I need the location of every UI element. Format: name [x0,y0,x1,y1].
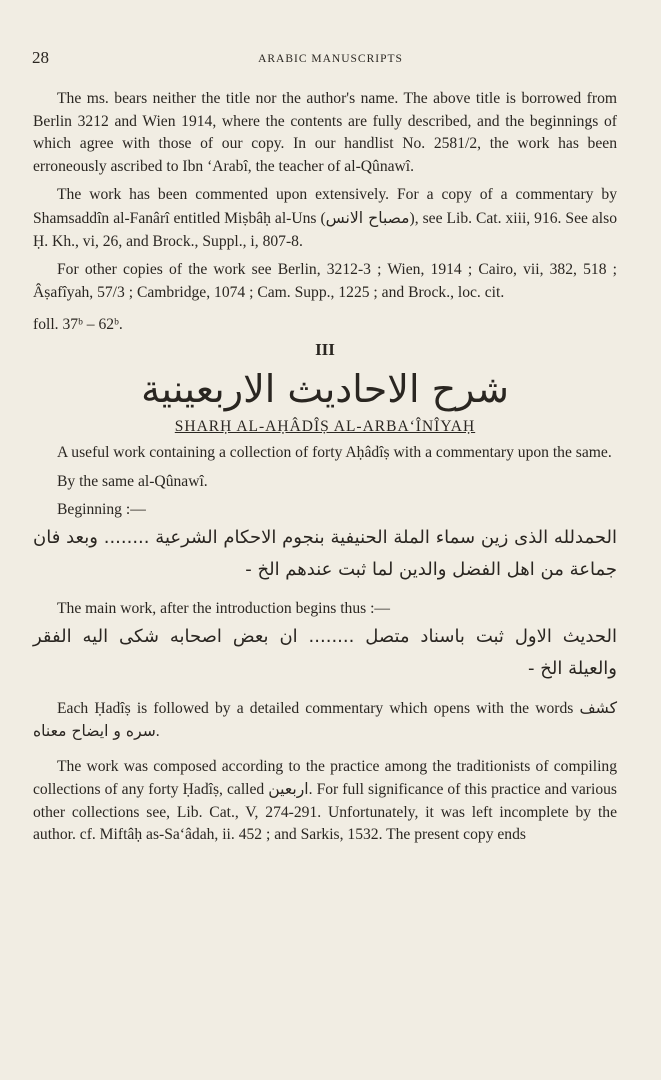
composition-text-a: The work was composed according to the practice among the traditionists of compiling collections of any forty Ḥadîṣ, called [33,757,617,799]
arabic-opening-words: كشف سره و ايضاح معناه [33,698,617,741]
arabic-main-line-2: والعيلة الخ - [528,657,617,679]
composition-text-b: . For full significance of this practice and various other collections see, Lib. Cat., V, 274-291. Unfortunately, it was left incomplete by the author. cf. Miftâḥ as-Sa‘âdah, ii. 452 ; and Sarkis, 1532. The present copy ends [33,781,617,844]
paragraph-title-source: The ms. bears neither the title nor the author's name. The above title is borrowed from Berlin 3212 and Wien 1914, where the contents are fully described, and the beginnings of which agree with those of our copy. In our handlist No. 2581/2, the work has been erroneously ascribed to Ibn ‘Arabî, the teacher of al-Qûnawî. [33,90,617,175]
arabic-beginning-line-2: جماعة من اهل الفضل والدين لما ثبت عندهم الخ - [245,558,617,580]
arabic-misbah-title: مصباح الانس [325,208,410,227]
main-work-intro: The main work, after the introduction begins thus :— [57,599,391,617]
each-hadis-text: Each Ḥadîṣ is followed by a detailed commentary which opens with the words [57,699,580,717]
each-hadis-end: . [155,723,160,741]
paragraph-description: A useful work containing a collection of forty Aḥâdîṣ with a commentary upon the same. [57,444,612,462]
arabic-arbain: اربعين [268,780,309,799]
arabic-main-line-1: الحديث الاول ثبت باسناد متصل ........ ان بعض اصحابه شكى اليه الفقر [33,625,617,647]
transliterated-title-text: SHARḤ AL-AḤÂDÎṢ AL-ARBA‘ÎNÎYAḤ [174,417,476,435]
arabic-beginning-line-1: الحمدلله الذى زين سماء الملة الحنيفية بنجوم الاحكام الشرعية ........ وبعد فان [33,526,617,548]
commentary-text-b: ), see Lib. Cat. xiii, 916. See also Ḥ. Kh., vi, 26, and Brock., Suppl., i, 807-8. [33,209,617,250]
author-line: By the same al-Qûnawî. [57,472,208,490]
arabic-work-title: شرح الاحاديث الاربعينية [141,366,509,411]
paragraph-commentaries [33,184,617,253]
running-title: ARABIC MANUSCRIPTS [258,53,403,65]
paragraph-other-copies: For other copies of the work see Berlin, 3212-3 ; Wien, 1914 ; Cairo, vii, 382, 518 ; Âṣafîyah, 57/3 ; Cambridge, 1074 ; Cam. Supp., 1225 ; and Brock., loc. cit. [33,261,617,301]
paragraph-commentary-opening [33,697,617,744]
transliterated-title [33,416,617,439]
section-numeral: III [315,339,335,359]
beginning-label: Beginning :— [57,501,146,519]
page-body [33,88,617,847]
paragraph-composition [33,756,617,847]
folio-range: foll. 37ᵇ – 62ᵇ. [33,316,123,334]
page-number: 28 [32,48,49,67]
commentary-text-a: The work has been commented upon extensively. For a copy of a commentary by Shamsaddîn al-Fanârî entitled Miṣbâḥ al-Uns ( [33,186,617,227]
